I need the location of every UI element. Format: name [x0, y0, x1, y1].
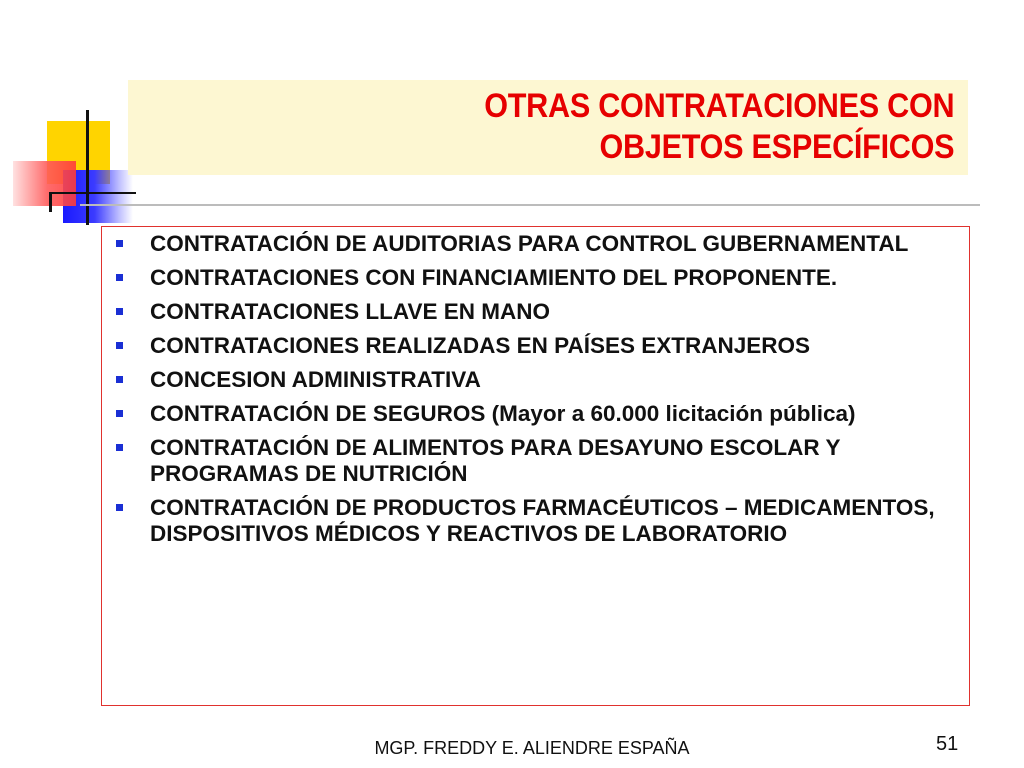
slide-title-line-1: OTRAS CONTRATACIONES CON [483, 87, 954, 125]
bullet-list [102, 231, 969, 555]
list-item [102, 231, 969, 257]
decor-divider-line [80, 204, 980, 206]
list-item [102, 265, 969, 291]
slide-title [484, 86, 954, 168]
list-item-text: CONTRATACIONES LLAVE EN MANO [150, 299, 550, 324]
decor-vertical-line [86, 110, 89, 225]
list-item-text: CONTRATACIONES REALIZADAS EN PAÍSES EXTRANJEROS [150, 333, 811, 358]
bullet-icon [116, 342, 123, 349]
list-item [102, 367, 969, 393]
list-item-text: CONTRATACIONES CON FINANCIAMIENTO DEL PROPONENTE. [150, 265, 838, 290]
list-item [102, 299, 969, 325]
decor-horizontal-line [51, 192, 136, 194]
bullet-icon [116, 410, 123, 417]
footer-author: MGP. FREDDY E. ALIENDRE ESPAÑA [374, 738, 690, 758]
list-item [102, 495, 969, 547]
list-item-text: CONCESION ADMINISTRATIVA [150, 367, 481, 392]
decor-vertical-line-short [49, 192, 52, 212]
decor-red-square [13, 161, 76, 206]
list-item [102, 333, 969, 359]
list-item-text: CONTRATACIÓN DE ALIMENTOS PARA DESAYUNO ESCOLAR Y PROGRAMAS DE NUTRICIÓN [150, 435, 841, 486]
bullet-icon [116, 274, 123, 281]
bullet-icon [116, 504, 123, 511]
list-item-text: CONTRATACIÓN DE PRODUCTOS FARMACÉUTICOS – MEDICAMENTOS, DISPOSITIVOS MÉDICOS Y REACTIVOS DE LABORATORIO [150, 495, 935, 546]
page-number: 51 [936, 733, 959, 755]
bullet-icon [116, 308, 123, 315]
list-item [102, 401, 969, 427]
slide-title-line-2: OBJETOS ESPECÍFICOS [599, 128, 954, 166]
bullet-icon [116, 444, 123, 451]
title-banner [128, 80, 968, 175]
list-item-text: CONTRATACIÓN DE SEGUROS (Mayor a 60.000 licitación pública) [150, 401, 856, 426]
bullet-icon [116, 376, 123, 383]
bullet-icon [116, 240, 123, 247]
content-box [101, 226, 970, 706]
list-item-text: CONTRATACIÓN DE AUDITORIAS PARA CONTROL GUBERNAMENTAL [150, 231, 909, 256]
list-item [102, 435, 969, 487]
